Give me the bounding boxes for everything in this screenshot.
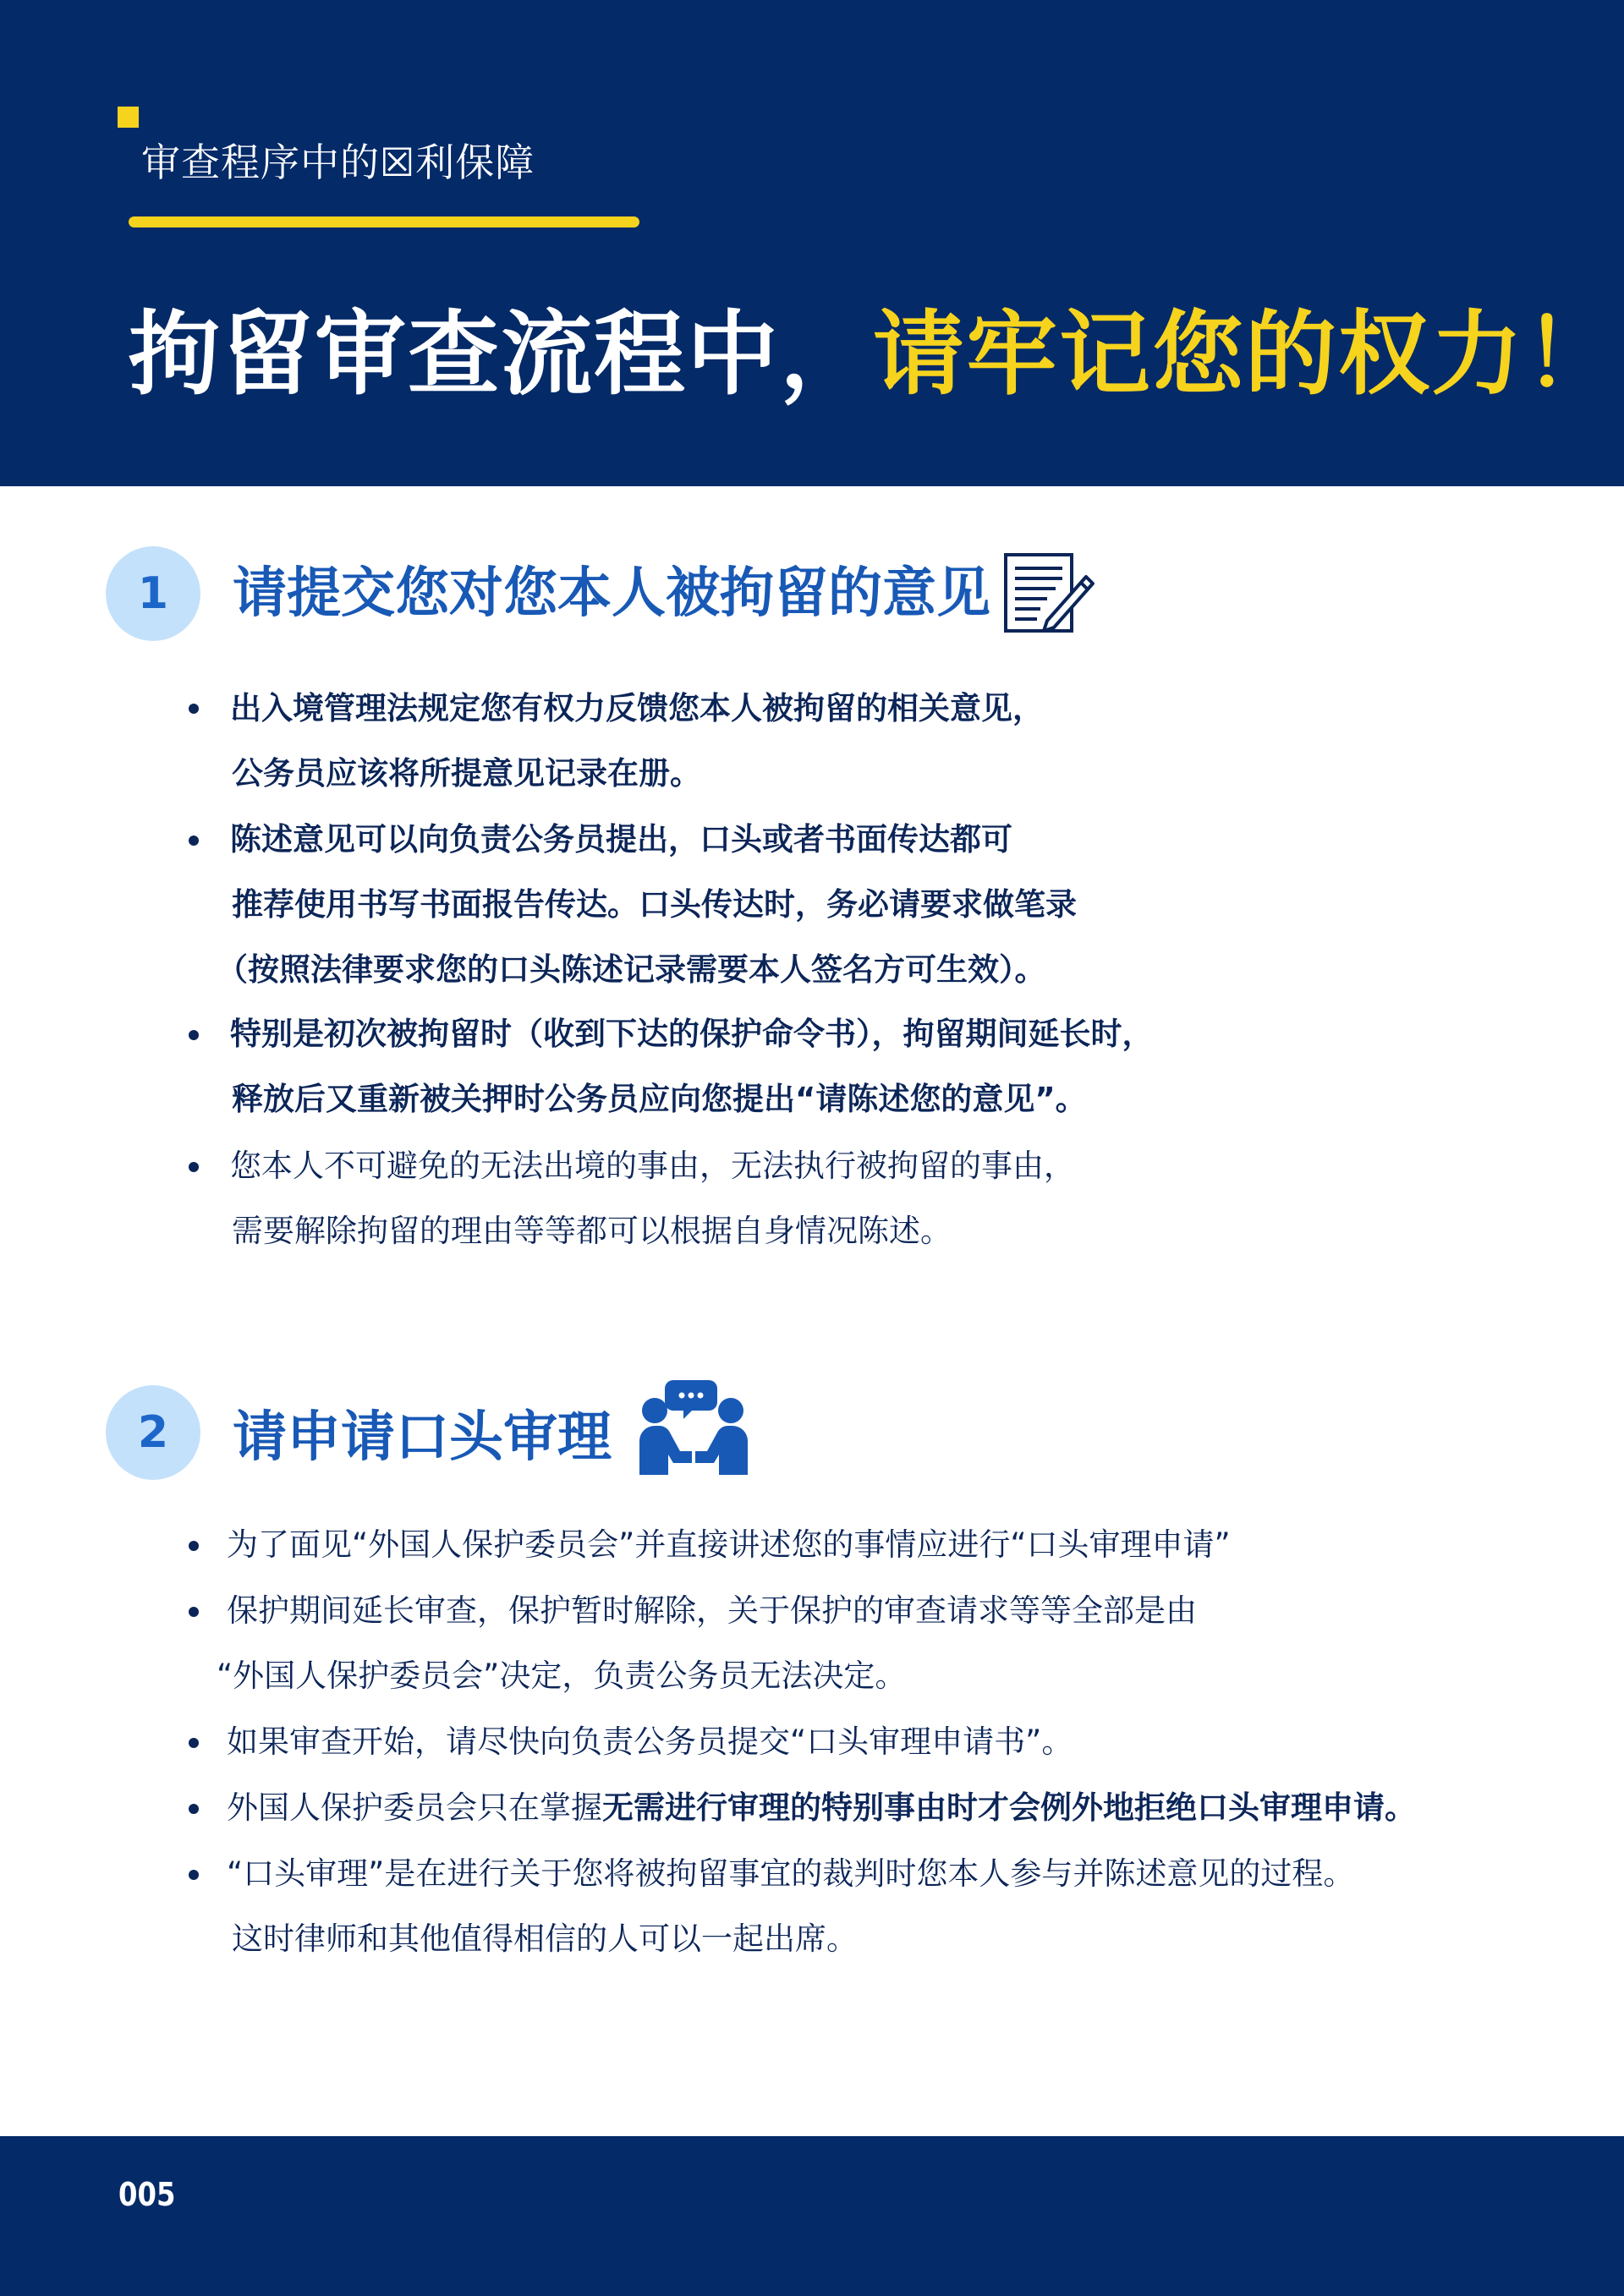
section-1-line: 推荐使用书写书面报告传达。口头传达时，务必请要求做笔录 bbox=[232, 886, 1077, 923]
section-1-line: 特别是初次被拘留时（收到下达的保护命令书），拘留期间延长时， bbox=[230, 1016, 1154, 1052]
people-conversation-icon bbox=[636, 1377, 751, 1477]
page-title bbox=[129, 296, 1617, 414]
section-1-line: 释放后又重新被关押时公务员应向您提出“请陈述您的意见”。 bbox=[232, 1081, 1087, 1117]
section-2-line: 保护期间延长审查，保护暂时解除，关于保护的审查请求等等全部是由 bbox=[227, 1592, 1197, 1629]
footer-banner bbox=[0, 2136, 1624, 2296]
section-1-line: 陈述意见可以向负责公务员提出，口头或者书面传达都可 bbox=[230, 821, 1012, 858]
bullet bbox=[189, 1607, 199, 1617]
bullet bbox=[189, 1541, 199, 1551]
section-2-line: 如果审查开始，请尽快向负责公务员提交“口头审理申请书”。 bbox=[227, 1723, 1073, 1760]
bullet bbox=[189, 1162, 199, 1172]
accent-square bbox=[118, 107, 139, 128]
section-1-line: 公务员应该将所提意见记录在册。 bbox=[232, 755, 701, 792]
bullet bbox=[189, 1804, 199, 1814]
section-1-line: 出入境管理法规定您有权力反馈您本人被拘留的相关意见， bbox=[230, 690, 1044, 726]
header-underline bbox=[129, 216, 639, 227]
section-2-number: 2 bbox=[106, 1385, 200, 1480]
section-2-line-emphasis: 无需进行审理的特别事由时才会例外地拒绝口头审理申请。 bbox=[602, 1789, 1416, 1826]
page-title-white: 拘留审查流程中， bbox=[129, 302, 874, 408]
section-2-line: “口头审理”是在进行关于您将被拘留事宜的裁判时您本人参与并陈述意见的过程。 bbox=[227, 1855, 1355, 1892]
section-1-number: 1 bbox=[106, 546, 200, 641]
section-1-title: 请提交您对您本人被拘留的意见 bbox=[233, 562, 990, 625]
page-number: 005 bbox=[118, 2176, 176, 2213]
bullet bbox=[189, 704, 199, 714]
bullet bbox=[189, 1030, 199, 1040]
section-2-line bbox=[227, 1787, 1416, 1829]
document-pen-icon bbox=[1003, 551, 1096, 636]
section-2-line: “外国人保护委员会”决定，负责公务员无法决定。 bbox=[217, 1658, 907, 1694]
bullet bbox=[189, 1870, 199, 1880]
section-1-line: 您本人不可避免的无法出境的事由，无法执行被拘留的事由， bbox=[230, 1148, 1075, 1184]
bullet bbox=[189, 836, 199, 846]
header-label: 审查程序中的☒利保障 bbox=[141, 140, 535, 185]
bullet bbox=[189, 1738, 199, 1748]
section-1-line: 需要解除拘留的理由等等都可以根据自身情况陈述。 bbox=[232, 1213, 952, 1249]
section-1-line: （按照法律要求您的口头陈述记录需要本人签名方可生效）。 bbox=[217, 951, 1046, 988]
section-2-title: 请申请口头审理 bbox=[233, 1406, 612, 1469]
page-title-highlight: 请牢记您的权力！ bbox=[873, 302, 1618, 408]
section-2-line: 为了面见“外国人保护委员会”并直接讲述您的事情应进行“口头审理申请” bbox=[227, 1526, 1231, 1563]
section-2-line: 这时律师和其他值得相信的人可以一起出席。 bbox=[232, 1921, 858, 1957]
section-2-line-prefix: 外国人保护委员会只在掌握 bbox=[227, 1789, 602, 1826]
